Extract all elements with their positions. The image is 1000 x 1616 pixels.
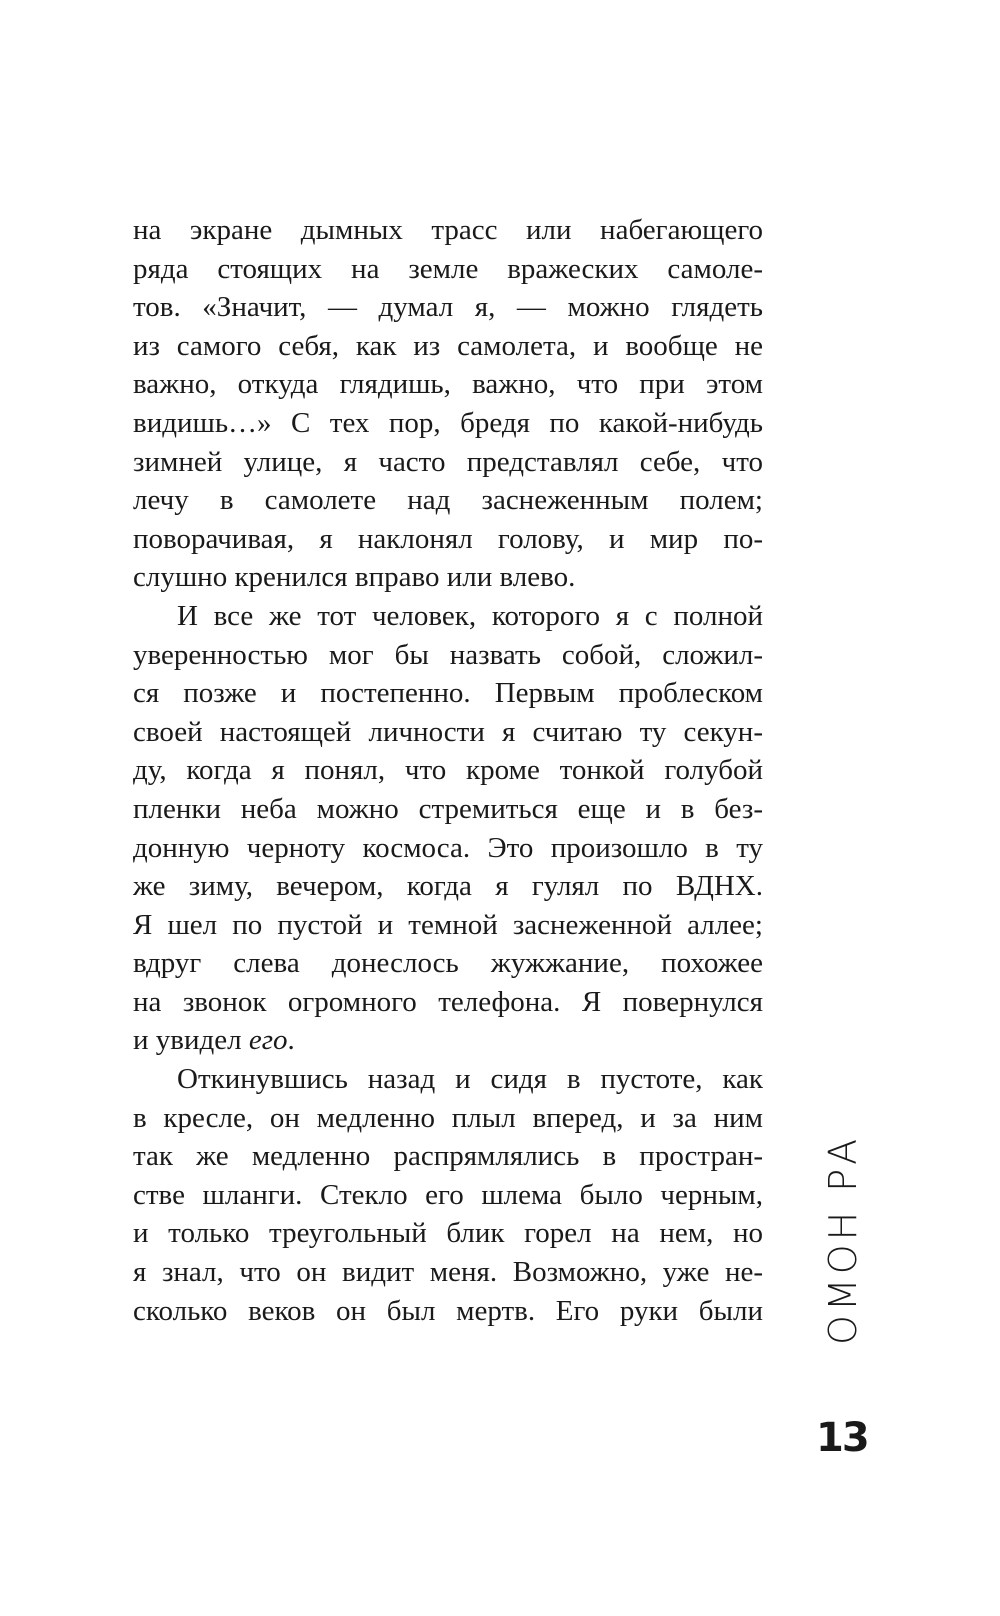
text-line: важно, откуда глядишь, важно, что при этом [133, 368, 763, 401]
text-line: в кресле, он медленно плыл вперед, и за ним [133, 1101, 763, 1134]
text-line: ся позже и постепенно. Первым проблеском [133, 677, 763, 710]
text-line: я знал, что он видит меня. Возможно, уже не- [133, 1256, 763, 1289]
text-run: . [287, 1024, 295, 1057]
text-line: И все же тот человек, которого я с полной [177, 599, 763, 632]
text-line: уверенностью мог бы назвать собой, сложил- [133, 638, 763, 671]
text-line: так же медленно распрямлялись в простран- [133, 1140, 763, 1173]
text-line: и только треугольный блик горел на нем, но [133, 1217, 763, 1250]
text-line: ду, когда я понял, что кроме тонкой голубой [133, 754, 763, 787]
text-line: Откинувшись назад и сидя в пустоте, как [177, 1063, 763, 1096]
page-number: 13 [816, 1415, 868, 1461]
text-line: стве шланги. Стекло его шлема было черным, [133, 1178, 763, 1211]
body-text [133, 211, 763, 1330]
text-line: ряда стоящих на земле вражеских самоле- [133, 252, 763, 285]
text-line: видишь…» С тех пор, бредя по какой-нибудь [133, 406, 763, 439]
text-line: вдруг слева донеслось жужжание, похожее [133, 947, 763, 980]
text-run: и увидел [133, 1024, 249, 1057]
running-title: ОМОН РА [821, 1134, 865, 1345]
text-line: лечу в самолете над заснеженным полем; [133, 484, 763, 517]
italic-word: его [248, 1024, 288, 1057]
paragraph-1 [133, 211, 763, 597]
text-line: зимней улице, я часто представлял себе, что [133, 445, 763, 478]
text-line: на экране дымных трасс или набегающего [133, 214, 763, 246]
text-line: своей настоящей личности я считаю ту секун- [133, 715, 763, 748]
text-line: Я шел по пустой и темной заснеженной аллее; [133, 908, 763, 941]
text-line: же зиму, вечером, когда я гулял по ВДНХ. [133, 870, 763, 903]
text-line: пленки неба можно стремиться еще и в без- [133, 792, 763, 825]
text-line: поворачивая, я наклонял голову, и мир по- [133, 522, 763, 555]
text-line: из самого себя, как из самолета, и вообще не [133, 329, 763, 362]
paragraph-3 [133, 1060, 763, 1330]
text-line: сколько веков он был мертв. Его руки были [133, 1294, 763, 1327]
text-line [133, 1021, 763, 1060]
paragraph-2 [133, 597, 763, 1060]
text-line: тов. «Значит, — думал я, — можно глядеть [133, 291, 763, 324]
text-line: донную черноту космоса. Это произошло в ту [133, 831, 763, 864]
text-line: на звонок огромного телефона. Я повернулся [133, 985, 763, 1018]
text-line: слушно кренился вправо или влево. [133, 561, 576, 594]
